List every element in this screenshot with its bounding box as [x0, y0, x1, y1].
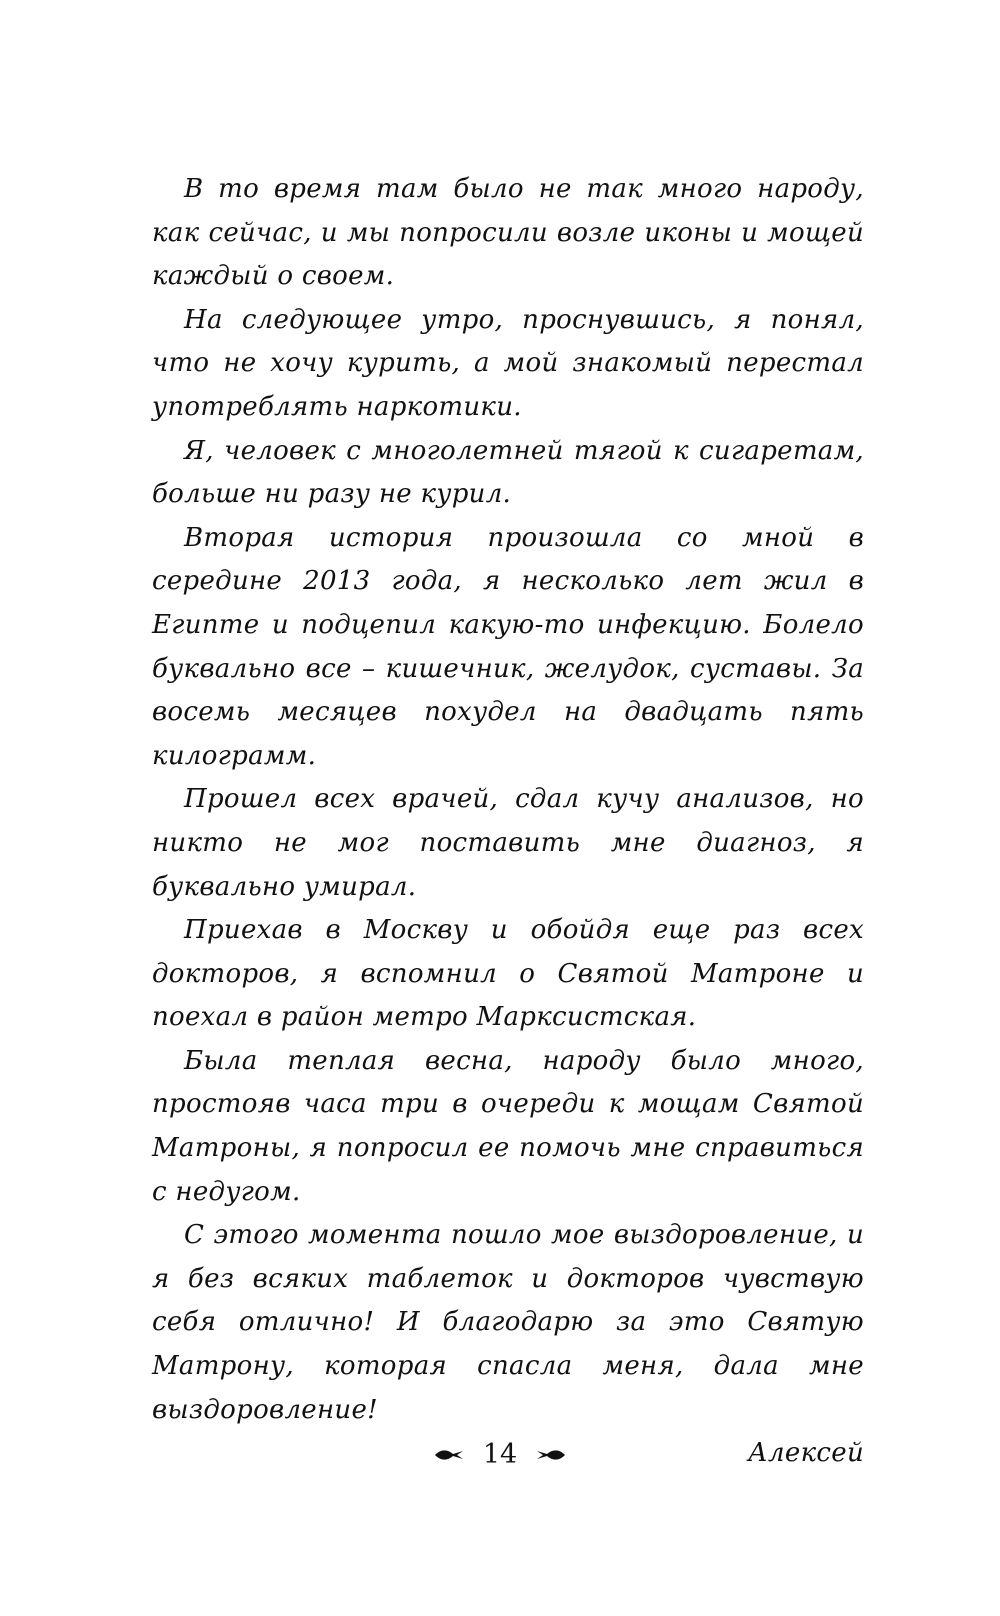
author-signature: Алексей [748, 1438, 864, 1469]
page-number: 14 [482, 1439, 518, 1470]
paragraph-3: Я, человек с многолетней тягой к сигаретам, больше ни разу не курил. [152, 435, 864, 510]
right-leaf-ornament-icon [535, 1448, 567, 1462]
page-footer [0, 1439, 1000, 1470]
left-leaf-ornament-icon [433, 1448, 465, 1462]
paragraph-2: На следующее утро, проснувшись, я понял, что не хочу курить, а мой знакомый перестал употреблять наркотики. [152, 304, 864, 422]
paragraph-4: Вторая история произошла со мной в середине 2013 года, я несколько лет жил в Египте и подцепил какую-то инфекцию. Болело буквально все – кишечник, желудок, суставы. За восемь месяцев похудел на двадцать пять килограмм. [152, 522, 864, 771]
paragraph-8: С этого момента пошло мое выздоровление, и я без всяких таблеток и докторов чувствую себя отлично! И благодарю за это Святую Матрону, которая спасла меня, дала мне выздоровление! [152, 1220, 864, 1425]
paragraph-7: Была теплая весна, народу было много, простояв часа три в очереди к мощам Святой Матроны, я попросил ее помочь мне справиться с недугом. [152, 1045, 864, 1207]
paragraph-6: Приехав в Москву и обойдя еще раз всех докторов, я вспомнил о Святой Матроне и поехал в район метро Марксистская. [152, 915, 864, 1033]
body-text [152, 168, 864, 1476]
paragraph-5: Прошел всех врачей, сдал кучу анализов, но никто не мог поставить мне диагноз, я буквально умирал. [152, 784, 864, 902]
paragraph-1: В то время там было не так много народу, как сейчас, и мы попросили возле иконы и мощей каждый о своем. [152, 174, 864, 292]
